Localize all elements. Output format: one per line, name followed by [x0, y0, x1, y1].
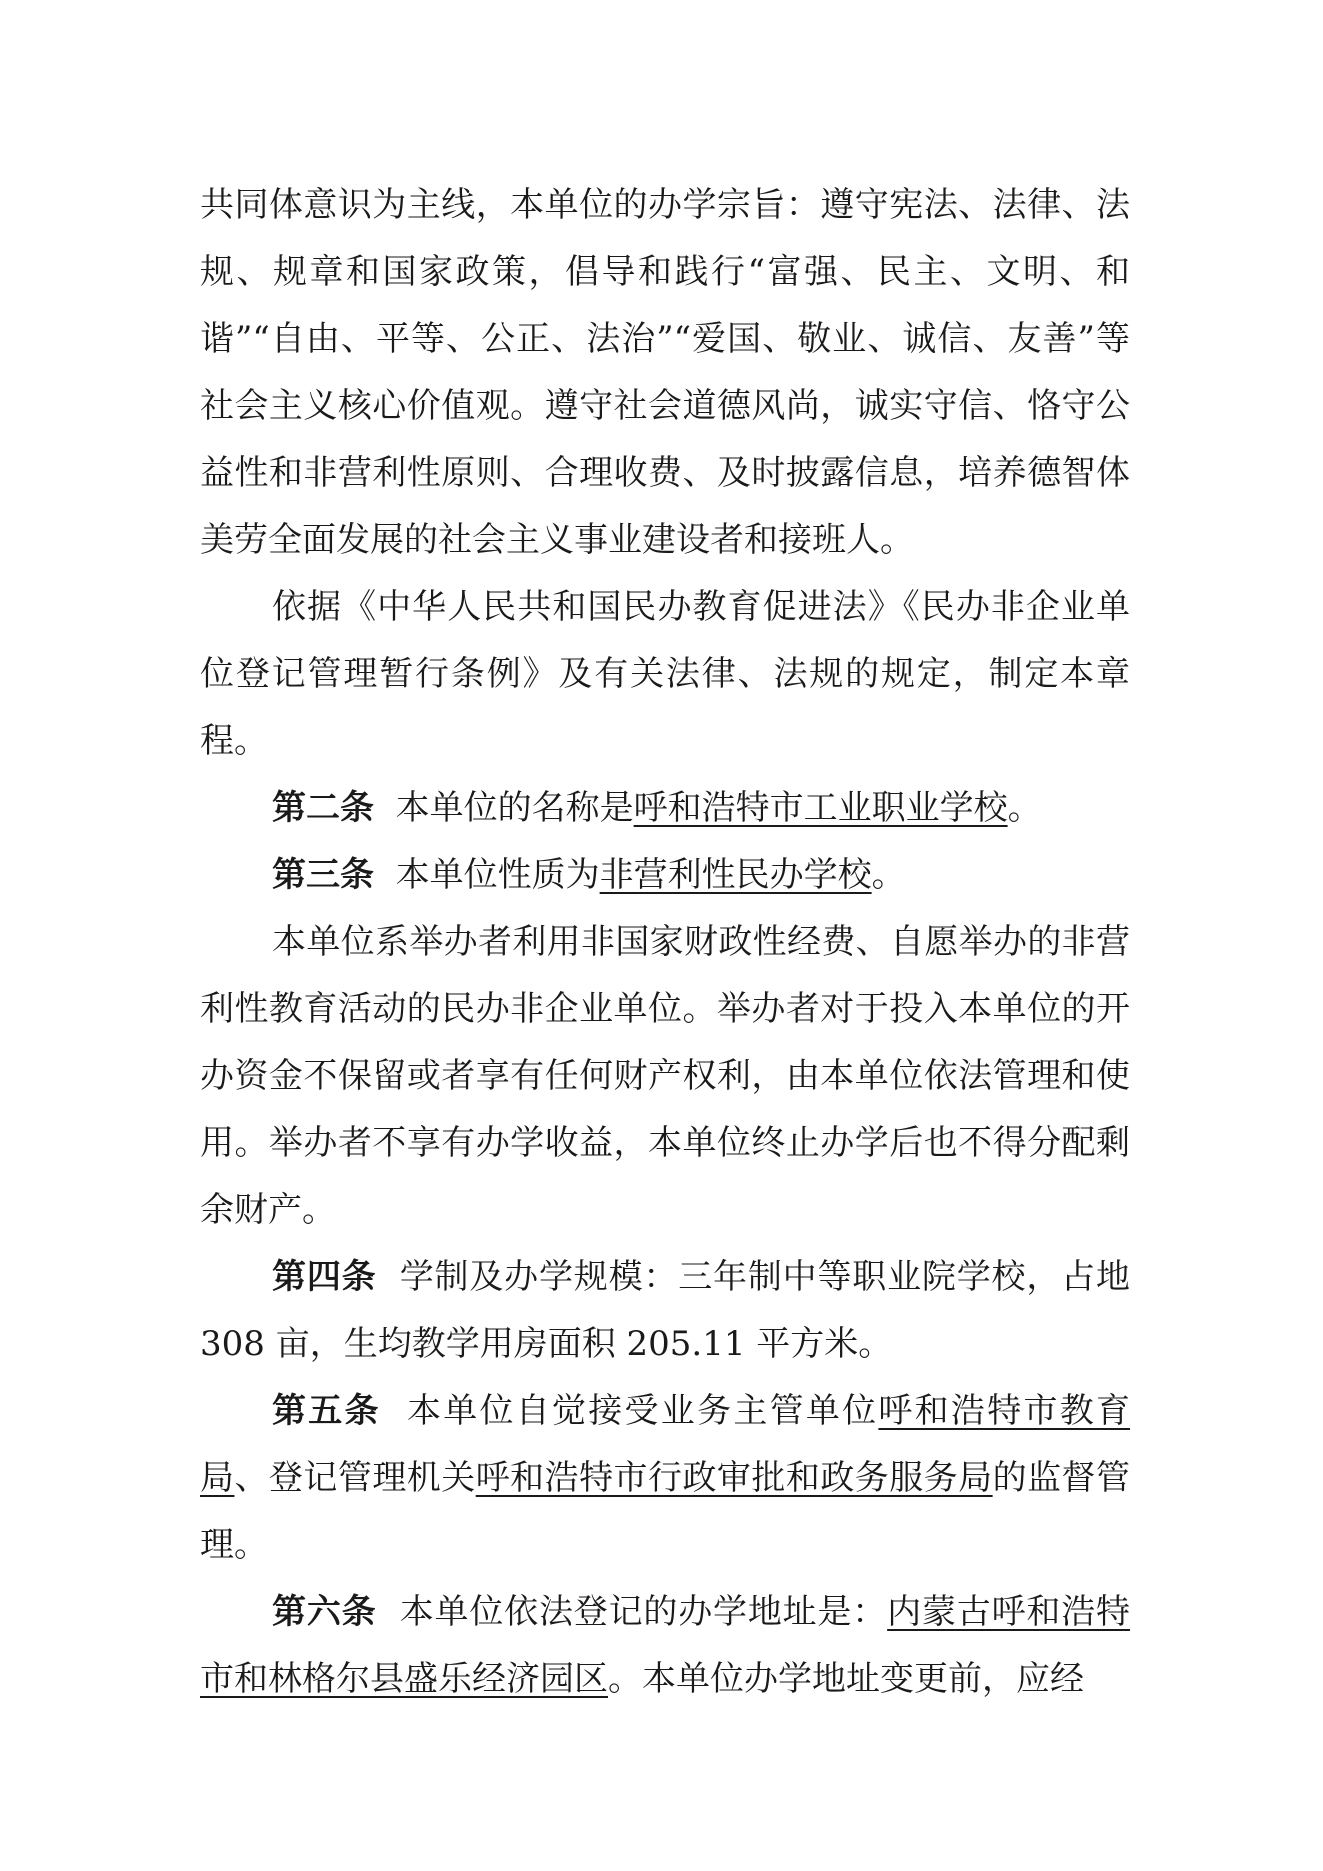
article-2-pre: 本单位的名称是 [395, 788, 634, 828]
article-5-mid: 、登记管理机关 [234, 1458, 476, 1498]
article-3-label: 第三条 [272, 855, 374, 895]
paragraph-legal-basis: 依据《中华人民共和国民办教育促进法》《民办非企业单位登记管理暂行条例》及有关法律、法规的规定，制定本章程。 [200, 587, 1130, 761]
article-4-label: 第四条 [272, 1257, 377, 1297]
paragraph-purpose: 共同体意识为主线，本单位的办学宗旨：遵守宪法、法律、法规、规章和国家政策，倡导和践行“富强、民主、文明、和谐”“自由、平等、公正、法治”“爱国、敬业、诚信、友善”等社会主义核心价值观。遵守社会道德风尚，诚实守信、恪守公益性和非营利性原则、合理收费、及时披露信息，培养德智体美劳全面发展的社会主义事业建设者和接班人。 [200, 185, 1130, 560]
article-2-label: 第二条 [272, 788, 374, 828]
article-3 [200, 842, 1130, 909]
article-3-post: 。 [871, 855, 906, 895]
article-2 [200, 775, 1130, 842]
article-4 [200, 1244, 1130, 1378]
article-3-pre: 本单位性质为 [395, 855, 600, 895]
article-2-post: 。 [1007, 788, 1042, 828]
document-page [200, 172, 1130, 1713]
school-address: 内蒙古呼和浩特市和林格尔县盛乐经济园区 [200, 1592, 1131, 1699]
article-4-text: 学制及办学规模：三年制中等职业院学校，占地 308 亩，生均教学用房面积 205.11 平方米。 [200, 1257, 1131, 1364]
article-6-label: 第六条 [272, 1592, 377, 1632]
article-6 [200, 1579, 1130, 1713]
article-6-pre: 本单位依法登记的办学地址是： [399, 1592, 888, 1632]
school-nature: 非营利性民办学校 [599, 855, 872, 895]
article-5-post: 的监督管理。 [200, 1458, 1131, 1565]
school-name: 呼和浩特市工业职业学校 [633, 788, 1008, 828]
paragraph-nonprofit: 本单位系举办者利用非国家财政性经费、自愿举办的非营利性教育活动的民办非企业单位。举办者对于投入本单位的开办资金不保留或者享有任何财产权利，由本单位依法管理和使用。举办者不享有办学收益，本单位终止办学后也不得分配剩余财产。 [200, 922, 1130, 1230]
article-5-pre: 本单位自觉接受业务主管单位 [406, 1391, 879, 1431]
article-5-label: 第五条 [272, 1391, 381, 1431]
article-6-post: 。本单位办学地址变更前，应经 [608, 1659, 1084, 1699]
registration-authority: 呼和浩特市行政审批和政务服务局 [475, 1458, 993, 1498]
supervisor-unit: 呼和浩特市教育局 [200, 1391, 1130, 1498]
article-5 [200, 1378, 1130, 1579]
